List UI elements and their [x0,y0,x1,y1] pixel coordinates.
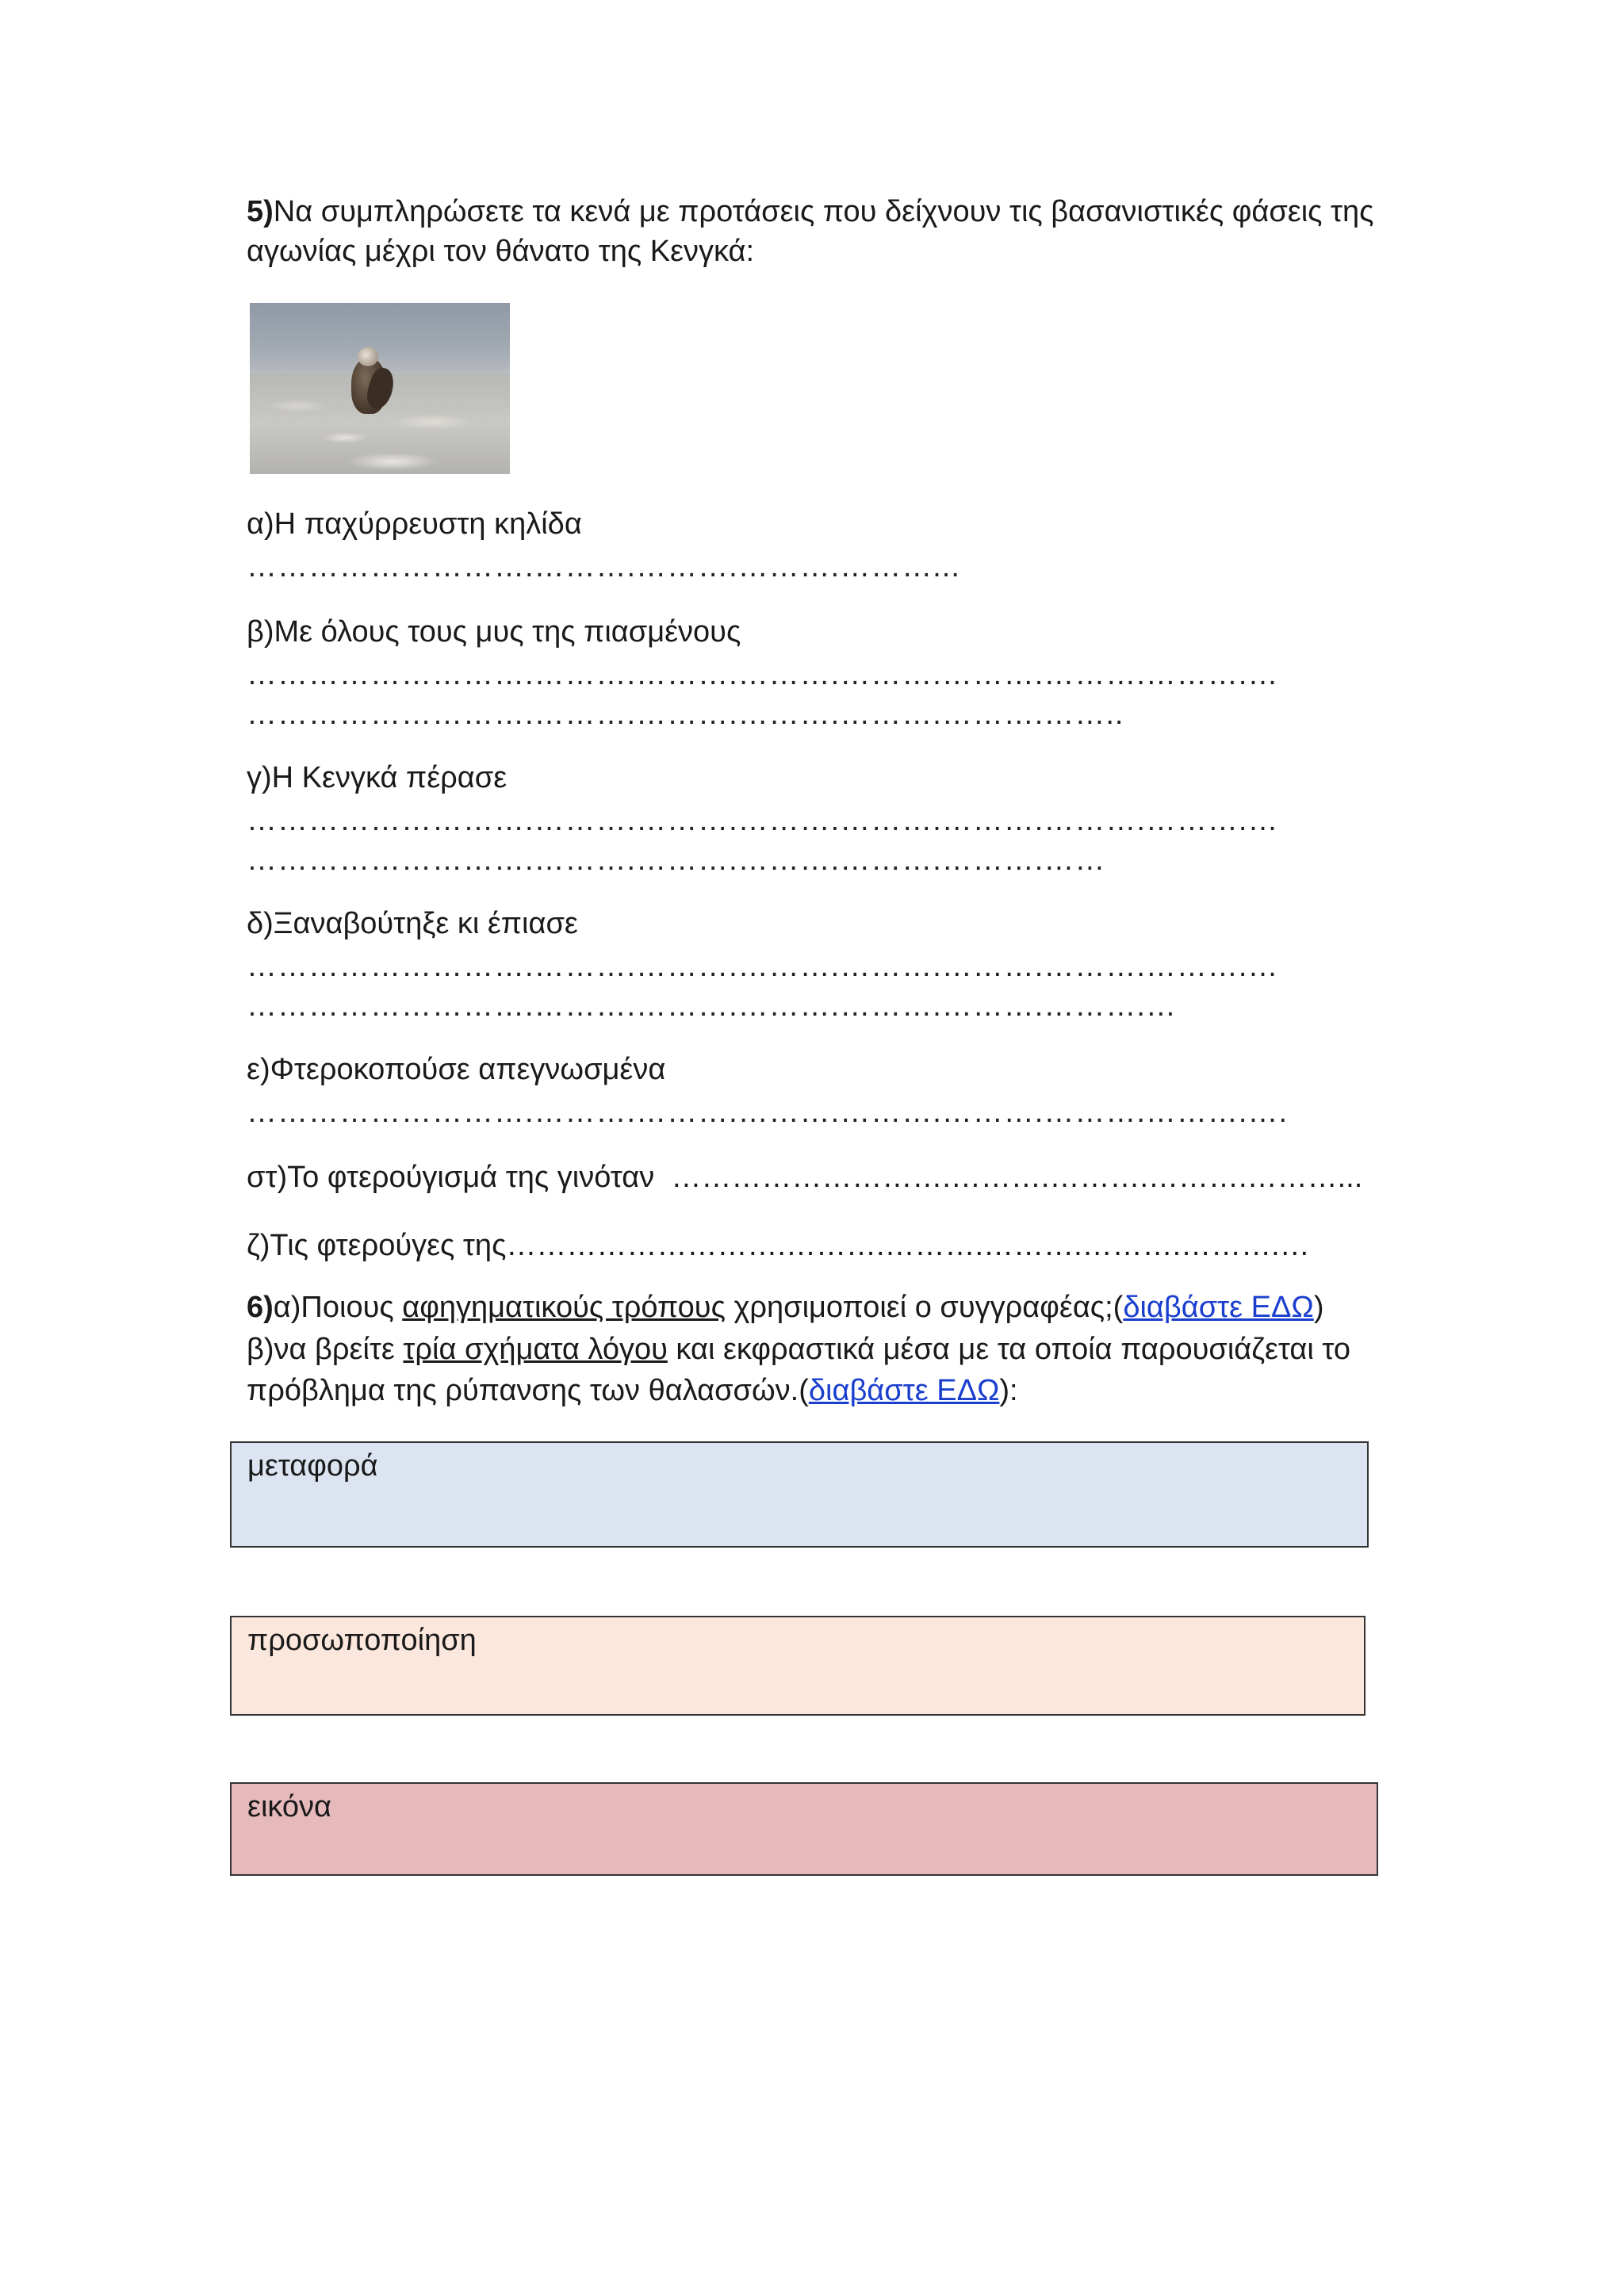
item-z-label: ζ)Τις φτερούγες της [247,1229,507,1262]
item-d-blank-1[interactable]: ……………………….……….……….……….……….……….……….……….… [247,950,1279,983]
q6-part-a-pre: α)Ποιους [273,1291,403,1324]
item-d-label: δ)Ξαναβούτηξε κι έπιασε [247,907,578,940]
read-here-link-2[interactable]: διαβάστε ΕΔΩ [808,1374,1000,1407]
q6-part-b-mid: και εκφραστικά μέσα με τα οποία παρουσιάζεται το πρόβλημα της ρύπανσης των θαλασσών.( [247,1333,1350,1407]
item-c-blank-2[interactable]: ……………………….……….……….……….……….……….…… [247,844,1106,877]
q6-part-b [247,1329,1388,1411]
q5-number: 5) [247,195,274,228]
item-c-blank-1[interactable]: ……………………….……….……….……….……….……….……….……….… [247,804,1279,837]
item-b-blank-1[interactable]: ……………………….……….……….……….……….……….……….……….… [247,658,1279,691]
personification-answer-box[interactable] [230,1616,1365,1716]
item-d-blank-2[interactable]: ……………………….……….……….……….……….……….……….… [247,989,1177,1023]
q6-narrative-modes: αφηγηματικούς τρόπους [402,1291,726,1324]
metaphor-label: μεταφορά [247,1449,378,1483]
item-st-blank[interactable]: ……………………….……….……….……….………... [671,1161,1363,1194]
image-answer-box[interactable] [230,1782,1378,1876]
q5-prompt-line2: αγωνίας μέχρι τον θάνατο της Κενγκά: [247,235,755,268]
item-a-label: α)Η παχύρρευστη κηλίδα [247,507,582,541]
item-z-blank[interactable]: ……………………….……….……….……….……….……….… [506,1229,1310,1262]
q6-part-a [247,1288,1323,1327]
q6-number: 6) [247,1291,274,1324]
q5-prompt-text: Να συμπληρώσετε τα κενά με προτάσεις που δείχνουν τις βασανιστικές φάσεις της [273,195,1374,228]
item-st-line [247,1158,1362,1197]
item-b-blank-2[interactable]: ……………………….……….……….……….……….……….…….. [247,698,1124,731]
q6-part-a-close: ) [1313,1291,1324,1324]
q5-prompt-line1 [247,192,1373,232]
item-st-label: στ)Το φτερούγισμά της γινόταν [247,1161,655,1194]
seagull-photo [250,303,510,474]
q6-part-b-pre: β)να βρείτε [247,1333,404,1366]
q6-part-b-close: ): [999,1374,1018,1407]
read-here-link-1[interactable]: διαβάστε ΕΔΩ [1123,1291,1314,1324]
item-a-blank-1[interactable]: ……………………….……….……….……….………... [247,550,960,584]
item-e-label: ε)Φτεροκοπούσε απεγνωσμένα [247,1053,666,1086]
item-b-label: β)Με όλους τους μυς της πιασμένους [247,615,741,649]
item-c-label: γ)Η Κενγκά πέρασε [247,761,508,794]
item-z-line [247,1226,1310,1265]
bird-head [358,347,378,366]
personification-label: προσωποποίηση [247,1624,477,1657]
metaphor-answer-box[interactable] [230,1441,1369,1548]
q6-part-a-post: χρησιμοποιεί ο συγγραφέας;( [725,1291,1124,1324]
q6-figures-of-speech: τρία σχήματα λόγου [403,1333,668,1366]
item-e-blank-1[interactable]: ……………………….……….……….……….……….……….……….……….…. [247,1096,1289,1129]
image-label: εικόνα [247,1790,332,1823]
